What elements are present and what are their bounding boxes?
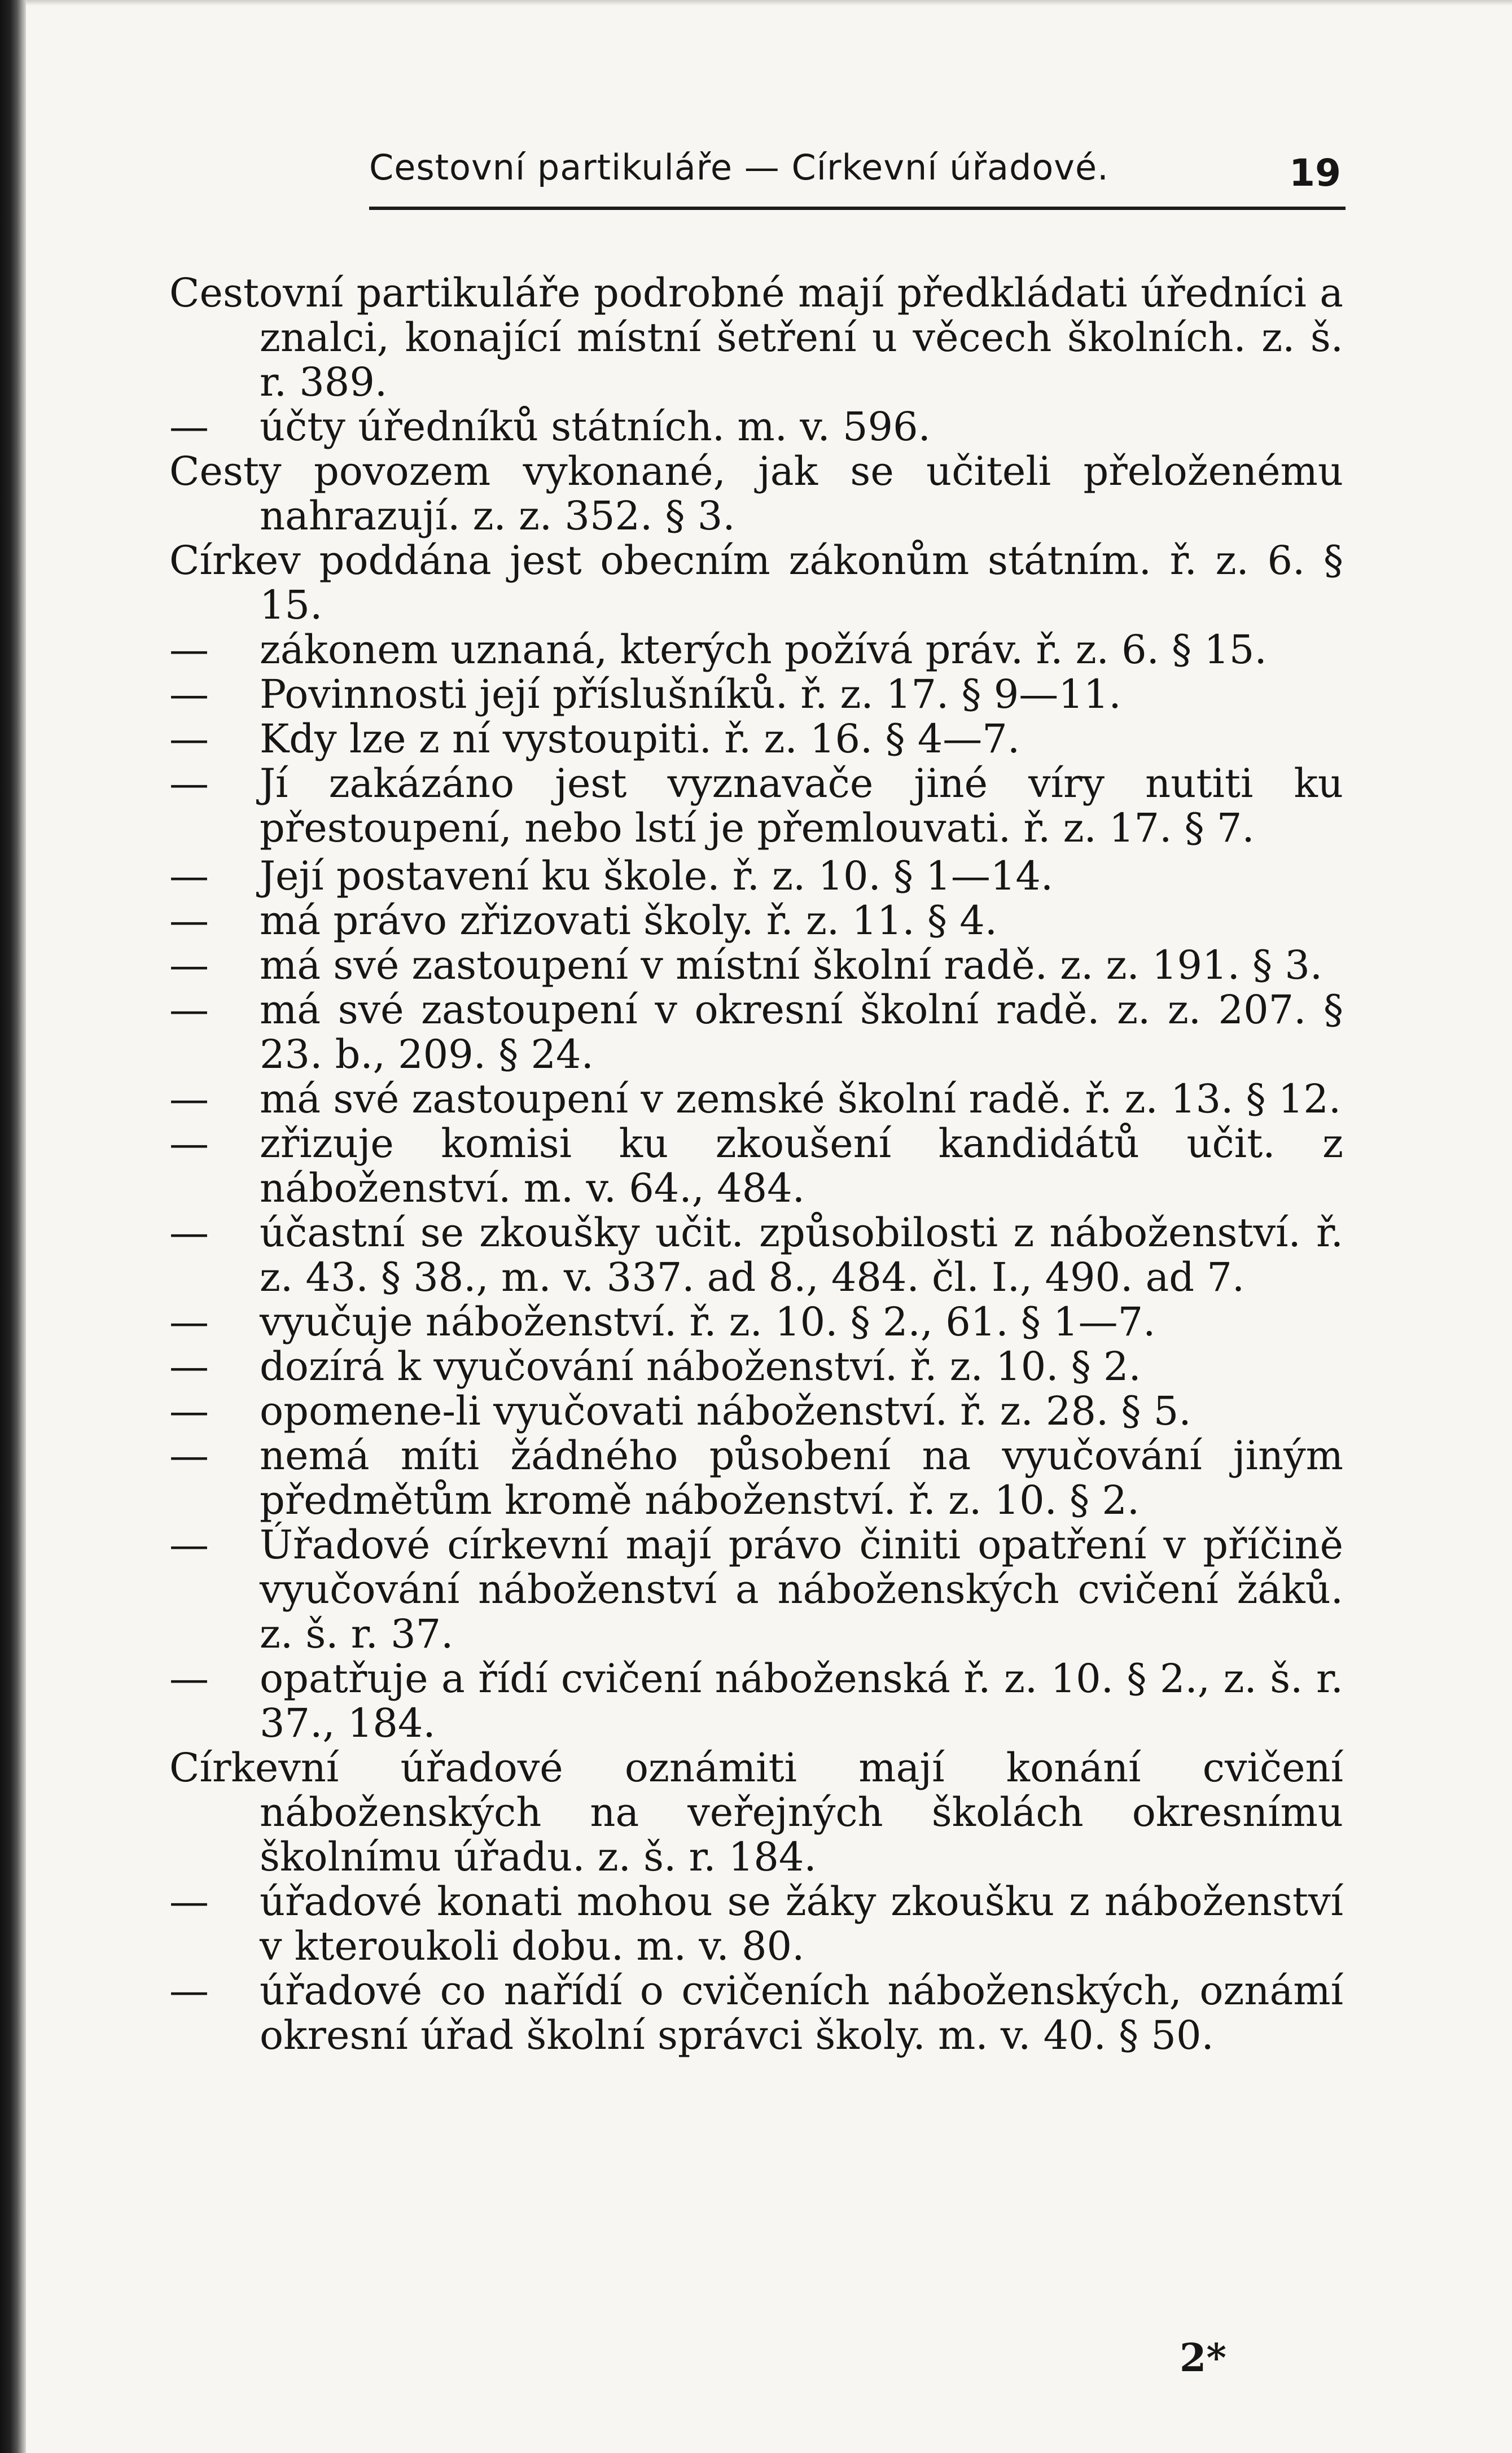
entry-zemska-rada: — má své zastoupení v zemské školní radě. ř. z. 13. § 12. (169, 1076, 1342, 1122)
entry-co-naridi: — úřadové co nařídí o cvičeních náboženských, oznámí okresní úřad školní správci školy. m. v. 40. § 50. (169, 1968, 1343, 2058)
entry-text: má své zastoupení v místní školní radě. z. z. 191. § 3. (260, 942, 1323, 988)
entry-zakonem-uznana: — zákonem uznaná, kterých požívá práv. ř. z. 6. § 15. (169, 627, 1267, 673)
entry-text: účastní se zkoušky učit. způsobilosti z náboženství. ř. z. 43. § 38., m. v. 337. ad 8., 484. čl. I., 490. ad 7. (260, 1210, 1343, 1300)
entry-cestovni-partikulare: Cestovní partikuláře podrobné mají předkládati úředníci a znalci, konající místní šetření u věcech školních. z. š. r. 389. (169, 270, 1343, 405)
entry-vyucuje: — vyučuje náboženství. ř. z. 10. § 2., 61. § 1—7. (169, 1299, 1156, 1345)
index-entries (169, 271, 1343, 2058)
book-page (169, 0, 1343, 2453)
entry-text: Její postavení ku škole. ř. z. 10. § 1—14. (260, 853, 1054, 899)
entry-okresni-rada: — má své zastoupení v okresní školní radě. z. z. 207. § 23. b., 209. § 24. (169, 987, 1343, 1077)
entry-uradove-cirkevni: — Úřadové církevní mají právo činiti opatření v příčině vyučování náboženství a náboženských cvičení žáků. z. š. r. 37. (169, 1522, 1343, 1657)
entry-text: nemá míti žádného působení na vyučování jiným předmětům kromě náboženství. ř. z. 10. § 2. (260, 1433, 1343, 1523)
entry-text: úřadové co nařídí o cvičeních náboženských, oznámí okresní úřad školní správci školy. m. v. 40. § 50. (260, 1968, 1343, 2058)
entry-ucty-uredniku: — účty úředníků státních. m. v. 596. (169, 404, 931, 450)
entry-mistni-rada: — má své zastoupení v místní školní radě. z. z. 191. § 3. (169, 942, 1323, 988)
entry-zrizuje-komisi: — zřizuje komisi ku zkoušení kandidátů učit. z náboženství. m. v. 64., 484. (169, 1120, 1343, 1211)
entry-text: má právo zřizovati školy. ř. z. 11. § 4. (260, 897, 997, 944)
entry-zakazano: — Jí zakázáno jest vyznavače jiné víry nutiti ku přestoupení, nebo lstí je přemlouvati. ř. z. 17. § 7. (169, 760, 1343, 851)
entry-nema-miti: — nemá míti žádného působení na vyučování jiným předmětům kromě náboženství. ř. z. 10. § 2. (169, 1433, 1343, 1523)
entry-zkousku-konati: — úřadové konati mohou se žáky zkoušku z náboženství v kteroukoli dobu. m. v. 80. (169, 1878, 1343, 1969)
entry-opatruje: — opatřuje a řídí cvičení náboženská ř. z. 10. § 2., z. š. r. 37., 184. (169, 1655, 1343, 1746)
entry-doziri: — dozírá k vyučování náboženství. ř. z. 10. § 2. (169, 1343, 1141, 1390)
header-title: Cestovní partikuláře — Církevní úřadové. (369, 147, 1109, 188)
running-header (369, 140, 1346, 202)
entry-ucastni-se: — účastní se zkoušky učit. způsobilosti z náboženství. ř. z. 43. § 38., m. v. 337. ad 8., 484. čl. I., 490. ad 7. (169, 1210, 1343, 1300)
entry-text: Úřadové církevní mají právo činiti opatření v příčině vyučování náboženství a náboženských cvičení žáků. z. š. r. 37. (260, 1522, 1343, 1657)
page-number: 19 (1289, 151, 1341, 195)
entry-pravo-zrizovati: — má právo zřizovati školy. ř. z. 11. § 4. (169, 897, 997, 944)
entry-text: opomene-li vyučovati náboženství. ř. z. 28. § 5. (260, 1388, 1191, 1434)
entry-text: zákonem uznaná, kterých požívá práv. ř. z. 6. § 15. (260, 627, 1267, 673)
entry-text: má své zastoupení v okresní školní radě. z. z. 207. § 23. b., 209. § 24. (260, 987, 1343, 1077)
entry-text: opatřuje a řídí cvičení náboženská ř. z. 10. § 2., z. š. r. 37., 184. (260, 1655, 1343, 1746)
entry-opomene: — opomene-li vyučovati náboženství. ř. z. 28. § 5. (169, 1388, 1191, 1434)
entry-cirkevni-uradove: Církevní úřadové oznámiti mají konání cvičení náboženských na veřejných školách okresnímu školnímu úřadu. z. š. r. 184. (169, 1745, 1343, 1880)
entry-text: účty úředníků státních. m. v. 596. (260, 404, 931, 450)
entry-text: má své zastoupení v zemské školní radě. ř. z. 13. § 12. (260, 1076, 1342, 1122)
entry-text: zřizuje komisi ku zkoušení kandidátů učit. z náboženství. m. v. 64., 484. (260, 1120, 1343, 1211)
entry-kdy-lze-vystoupiti: — Kdy lze z ní vystoupiti. ř. z. 16. § 4—7. (169, 716, 1020, 762)
entry-text: úřadové konati mohou se žáky zkoušku z náboženství v kteroukoli dobu. m. v. 80. (260, 1878, 1343, 1969)
header-rule (369, 207, 1346, 210)
entry-text: Povinnosti její příslušníků. ř. z. 17. § 9—11. (260, 671, 1121, 717)
entry-text: vyučuje náboženství. ř. z. 10. § 2., 61. § 1—7. (260, 1299, 1156, 1345)
entry-cesty-povozem: Cesty povozem vykonané, jak se učiteli přeloženému nahrazují. z. z. 352. § 3. (169, 448, 1343, 539)
entry-text: Jí zakázáno jest vyznavače jiné víry nutiti ku přestoupení, nebo lstí je přemlouvati. ř. z. 17. § 7. (260, 760, 1343, 851)
entry-cirkev: Církev poddána jest obecním zákonům státním. ř. z. 6. § 15. (169, 537, 1343, 628)
entry-povinnosti: — Povinnosti její příslušníků. ř. z. 17. § 9—11. (169, 671, 1121, 717)
signature-mark: 2* (1180, 2336, 1226, 2381)
entry-postaveni-ku-skole: — Její postavení ku škole. ř. z. 10. § 1—14. (169, 853, 1054, 899)
entry-text: dozírá k vyučování náboženství. ř. z. 10. § 2. (260, 1343, 1141, 1390)
entry-text: Kdy lze z ní vystoupiti. ř. z. 16. § 4—7. (260, 716, 1020, 762)
page-binding-edge (0, 0, 26, 2453)
